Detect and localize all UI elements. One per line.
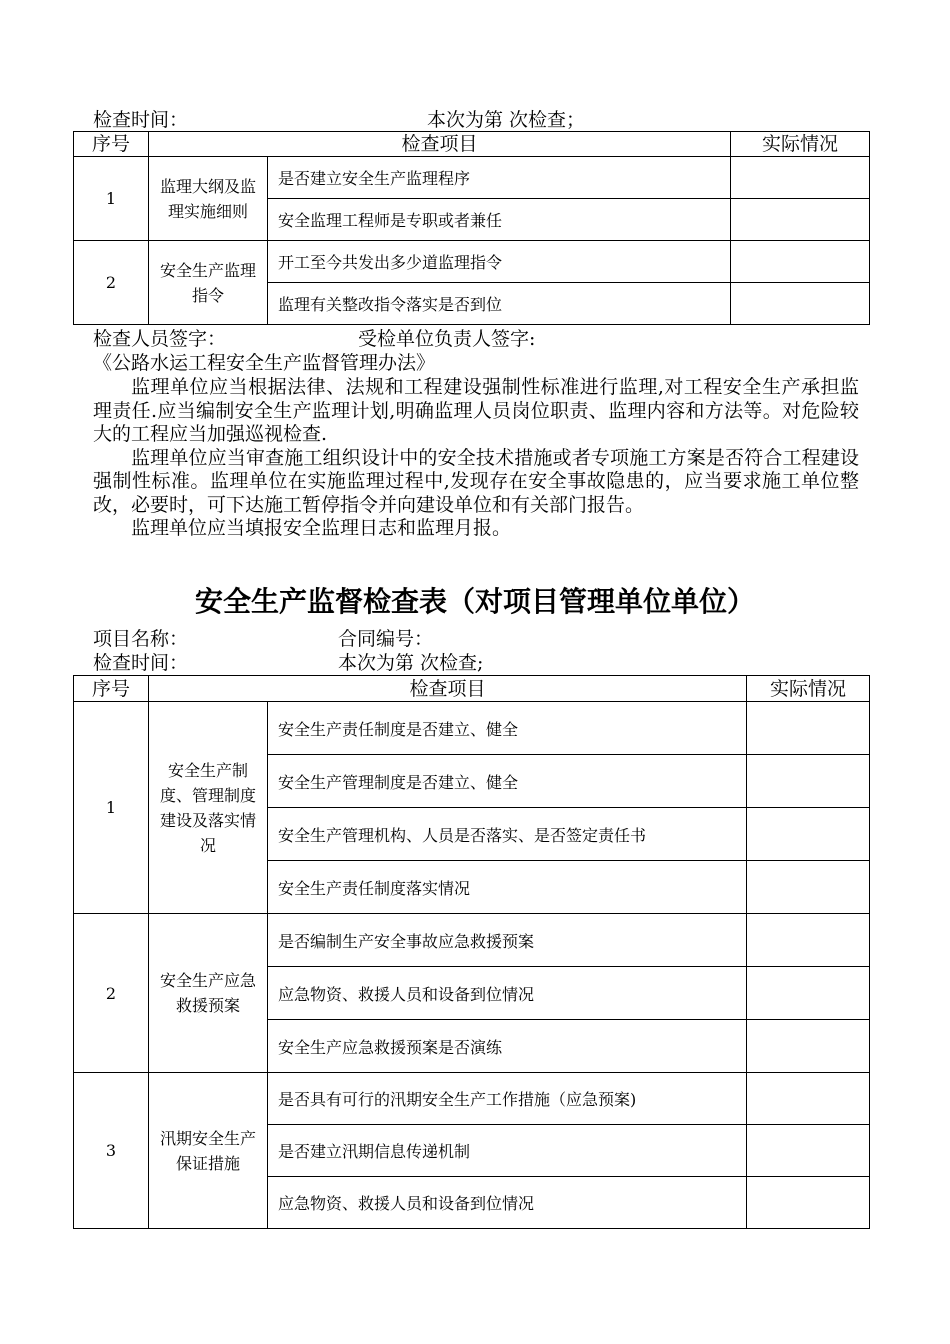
- project-name-label: 项目名称：: [93, 628, 189, 650]
- item-cell: 安全生产管理制度是否建立、健全: [268, 755, 747, 808]
- item-cell: 是否建立安全生产监理程序: [268, 157, 731, 199]
- inspector-signature-label: 检查人员签字：: [93, 328, 227, 350]
- header-actual: 实际情况: [747, 676, 870, 702]
- header-item: 检查项目: [149, 676, 747, 702]
- contract-number-label: 合同编号：: [338, 628, 434, 650]
- actual-input-cell[interactable]: [747, 1020, 870, 1073]
- header-seq: 序号: [74, 132, 149, 157]
- item-cell: 安全生产责任制度是否建立、健全: [268, 702, 747, 755]
- category-cell: 汛期安全生产保证措施: [149, 1073, 268, 1229]
- header-seq: 序号: [74, 676, 149, 702]
- item-cell: 应急物资、救援人员和设备到位情况: [268, 1177, 747, 1229]
- actual-input-cell[interactable]: [731, 157, 870, 199]
- category-cell: 安全生产制度、管理制度建设及落实情况: [149, 702, 268, 914]
- category-cell: 安全生产应急救援预案: [149, 914, 268, 1073]
- inspection-table-1: [73, 131, 870, 325]
- actual-input-cell[interactable]: [747, 967, 870, 1020]
- row-number: 2: [74, 914, 149, 1073]
- check-round-text: 本次为第 次检查;: [338, 652, 484, 674]
- item-cell: 开工至今共发出多少道监理指令: [268, 241, 731, 283]
- actual-input-cell[interactable]: [731, 283, 870, 325]
- actual-input-cell[interactable]: [731, 241, 870, 283]
- table-row: [74, 1073, 870, 1125]
- item-cell: 监理有关整改指令落实是否到位: [268, 283, 731, 325]
- regulation-body: [93, 376, 859, 541]
- regulation-paragraph: 监理单位应当填报安全监理日志和监理月报。: [131, 517, 512, 539]
- check-round-text: 本次为第 次检查；: [427, 109, 586, 131]
- row-number: 2: [74, 241, 149, 325]
- actual-input-cell[interactable]: [747, 1125, 870, 1177]
- actual-input-cell[interactable]: [747, 1073, 870, 1125]
- actual-input-cell[interactable]: [747, 914, 870, 967]
- actual-input-cell[interactable]: [747, 808, 870, 861]
- inspection-table-2: [73, 675, 870, 1229]
- item-cell: 是否编制生产安全事故应急救援预案: [268, 914, 747, 967]
- check-time-label: 检查时间：: [93, 652, 189, 674]
- item-cell: 应急物资、救援人员和设备到位情况: [268, 967, 747, 1020]
- header-actual: 实际情况: [731, 132, 870, 157]
- regulation-paragraph: 监理单位应当审查施工组织设计中的安全技术措施或者专项施工方案是否符合工程建设强制性标准。监理单位在实施监理过程中,发现存在安全事故隐患的，应当要求施工单位整改，必要时，可下达施工暂停指令并向建设单位和有关部门报告。: [93, 446, 859, 516]
- row-number: 1: [74, 702, 149, 914]
- table-row: [74, 914, 870, 967]
- row-number: 3: [74, 1073, 149, 1229]
- item-cell: 安全生产管理机构、人员是否落实、是否签定责任书: [268, 808, 747, 861]
- check-time-label: 检查时间：: [93, 109, 189, 131]
- regulation-title: 《公路水运工程安全生产监督管理办法》: [93, 352, 436, 374]
- form-title: 安全生产监督检查表（对项目管理单位单位）: [194, 585, 755, 618]
- actual-input-cell[interactable]: [747, 702, 870, 755]
- actual-input-cell[interactable]: [747, 1177, 870, 1229]
- unit-head-signature-label: 受检单位负责人签字:: [358, 328, 536, 350]
- item-cell: 是否建立汛期信息传递机制: [268, 1125, 747, 1177]
- header-item: 检查项目: [149, 132, 731, 157]
- table-row: [74, 241, 870, 283]
- actual-input-cell[interactable]: [747, 755, 870, 808]
- item-cell: 安全生产应急救援预案是否演练: [268, 1020, 747, 1073]
- category-cell: 安全生产监理指令: [149, 241, 268, 325]
- table-row: [74, 157, 870, 199]
- item-cell: 是否具有可行的汛期安全生产工作措施（应急预案): [268, 1073, 747, 1125]
- row-number: 1: [74, 157, 149, 241]
- category-cell: 监理大纲及监理实施细则: [149, 157, 268, 241]
- item-cell: 安全监理工程师是专职或者兼任: [268, 199, 731, 241]
- item-cell: 安全生产责任制度落实情况: [268, 861, 747, 914]
- regulation-paragraph: 监理单位应当根据法律、法规和工程建设强制性标准进行监理,对工程安全生产承担监理责任.应当编制安全生产监理计划,明确监理人员岗位职责、监理内容和方法等。对危险较大的工程应当加强巡视检查.: [93, 376, 859, 445]
- actual-input-cell[interactable]: [747, 861, 870, 914]
- actual-input-cell[interactable]: [731, 199, 870, 241]
- table-row: [74, 702, 870, 755]
